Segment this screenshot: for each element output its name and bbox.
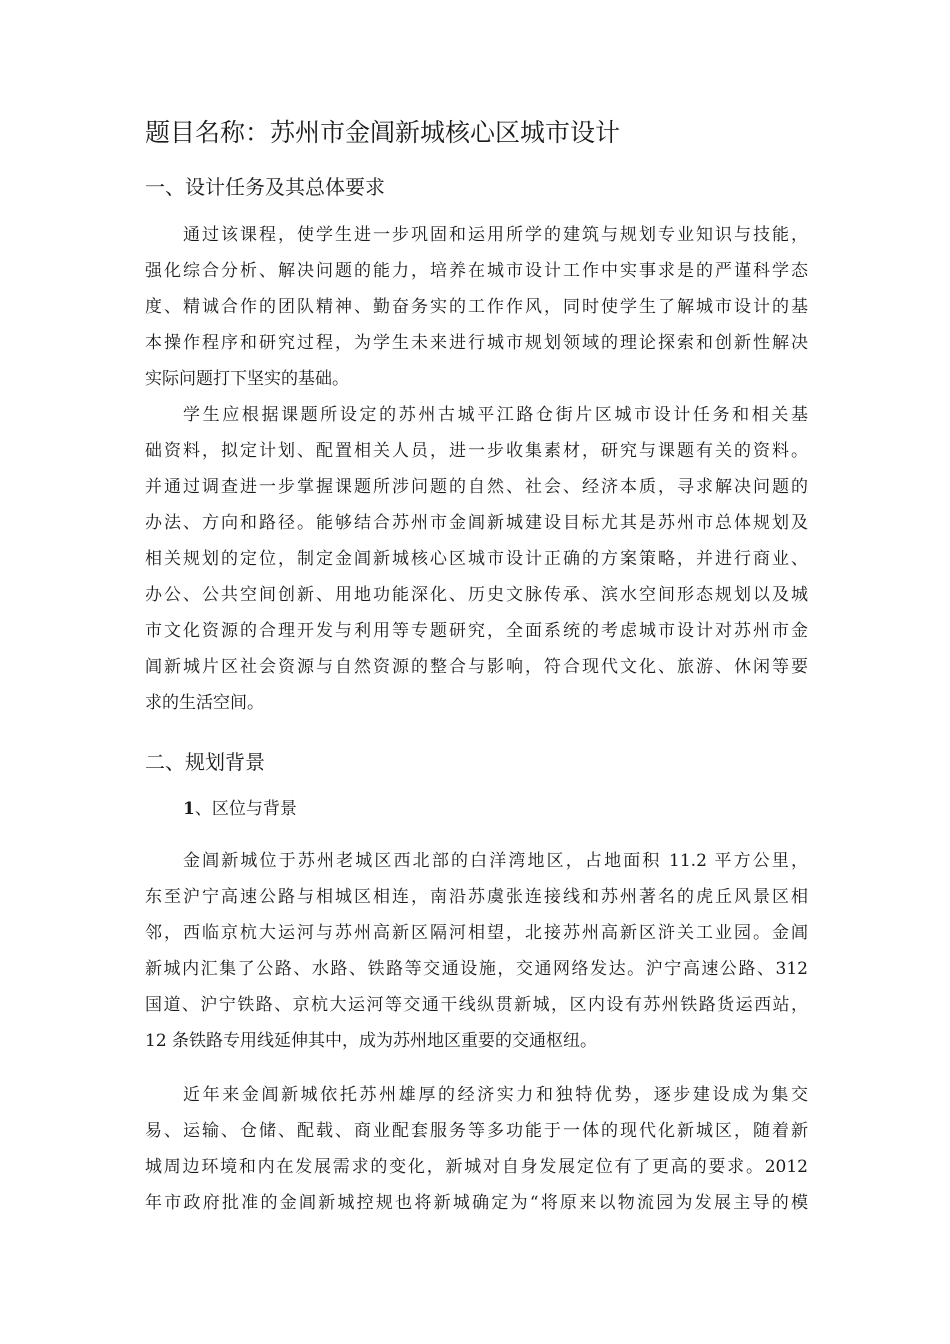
paragraph-student-requirements [145,397,808,721]
section-heading-design-task: 一、设计任务及其总体要求 [145,175,385,199]
paragraph-line: 市文化资源的合理开发与利用等专题研究，全面系统的考虑城市设计对苏州市金 [145,621,808,641]
paragraph-line: 学生应根据课题所设定的苏州古城平江路仓街片区城市设计任务和相关基 [183,405,808,425]
subsection-heading-location [183,794,297,824]
paragraph-line: 易、运输、仓储、配载、商业配套服务等多功能于一体的现代化新城区，随着新 [145,1121,808,1141]
paragraph-line: 近年来金阊新城依托苏州雄厚的经济实力和独特优势，逐步建设成为集交 [183,1085,808,1105]
paragraph-line: 12 条铁路专用线延伸其中，成为苏州地区重要的交通枢纽。 [145,1031,598,1051]
paragraph-line: 通过该课程，使学生进一步巩固和运用所学的建筑与规划专业知识与技能， [183,225,808,245]
paragraph-recent-development [145,1077,808,1221]
paragraph-line: 年市政府批准的金阊新城控规也将新城确定为“将原来以物流园为发展主导的模 [145,1193,808,1213]
subsection-label: 、区位与背景 [194,799,297,819]
paragraph-line: 并通过调查进一步掌握课题所涉问题的自然、社会、经济本质，寻求解决问题的 [145,477,808,497]
paragraph-line: 本操作程序和研究过程，为学生未来进行城市规划领域的理论探索和创新性解决 [145,333,808,353]
paragraph-line: 城周边环境和内在发展需求的变化，新城对自身发展定位有了更高的要求。2012 [145,1157,808,1177]
paragraph-line: 相关规划的定位，制定金阊新城核心区城市设计正确的方案策略，并进行商业、 [145,549,808,569]
paragraph-line: 金阊新城位于苏州老城区西北部的白洋湾地区，占地面积 11.2 平方公里， [183,851,808,871]
paragraph-line: 邻，西临京杭大运河与苏州高新区隔河相望，北接苏州高新区浒关工业园。金阊 [145,923,808,943]
paragraph-course-goals [145,217,808,397]
paragraph-line: 求的生活空间。 [145,693,264,713]
paragraph-line: 国道、沪宁铁路、京杭大运河等交通干线纵贯新城，区内设有苏州铁路货运西站， [145,995,808,1015]
paragraph-line: 度、精诚合作的团队精神、勤奋务实的工作作风，同时使学生了解城市设计的基 [145,297,808,317]
paragraph-line: 东至沪宁高速公路与相城区相连，南沿苏虞张连接线和苏州著名的虎丘风景区相 [145,887,808,907]
paragraph-line: 础资料，拟定计划、配置相关人员，进一步收集素材，研究与课题有关的资料。 [145,441,808,461]
paragraph-line: 强化综合分析、解决问题的能力，培养在城市设计工作中实事求是的严谨科学态 [145,261,808,281]
document-title: 题目名称：苏州市金阊新城核心区城市设计 [145,118,621,147]
paragraph-line: 办法、方向和路径。能够结合苏州市金阊新城建设目标尤其是苏州市总体规划及 [145,513,808,533]
paragraph-line: 阊新城片区社会资源与自然资源的整合与影响，符合现代文化、旅游、休闲等要 [145,657,808,677]
section-heading-planning-background: 二、规划背景 [145,750,265,774]
paragraph-line: 实际问题打下坚实的基础。 [145,369,349,389]
paragraph-line: 新城内汇集了公路、水路、铁路等交通设施，交通网络发达。沪宁高速公路、312 [145,959,808,979]
subsection-number: 1 [183,799,195,819]
paragraph-location [145,843,808,1059]
paragraph-line: 办公、公共空间创新、用地功能深化、历史文脉传承、滨水空间形态规划以及城 [145,585,808,605]
